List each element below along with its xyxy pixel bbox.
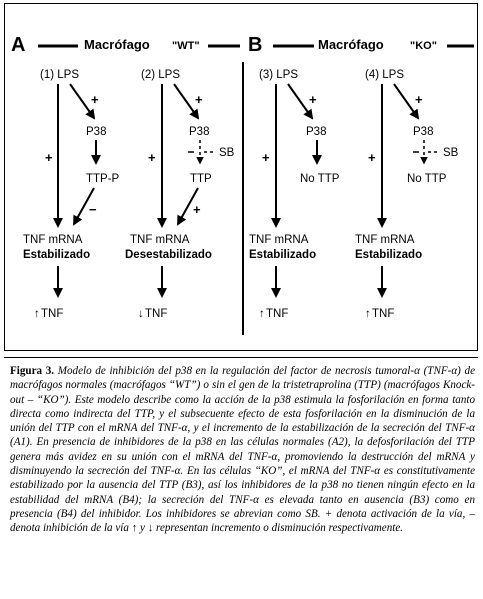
mrna-state: Estabilizado xyxy=(249,249,317,261)
panel-a-qualifier: "WT" xyxy=(172,40,200,52)
panel-b-header xyxy=(248,34,474,56)
direct-sign: + xyxy=(368,150,376,165)
panel-a-letter: A xyxy=(11,34,26,56)
ttp-node: No TTP xyxy=(300,173,340,185)
pathway-4 xyxy=(355,69,459,320)
inhibitor-label: SB xyxy=(219,147,235,159)
direct-sign: + xyxy=(148,150,156,165)
p38-node: P38 xyxy=(86,126,107,138)
panel-b-letter: B xyxy=(248,34,263,56)
panel-b-title: Macrófago xyxy=(318,37,384,52)
p38-node: P38 xyxy=(413,126,434,138)
pathway-1 xyxy=(23,69,120,320)
tnf-down-arrow: ↓ xyxy=(138,308,144,320)
caption-label: Figura 3. xyxy=(10,365,55,377)
tnf-output: TNF xyxy=(372,308,395,320)
mrna-node: TNF mRNA xyxy=(130,234,190,246)
tnf-output: TNF xyxy=(145,308,168,320)
panel-b-qualifier: "KO" xyxy=(410,40,437,52)
activation-sign: + xyxy=(91,92,99,107)
ttp-node: TTP xyxy=(190,173,212,185)
activation-sign: + xyxy=(195,92,203,107)
p38-node: P38 xyxy=(189,126,210,138)
lps-node: (3) LPS xyxy=(259,69,298,81)
activation-sign: + xyxy=(415,92,423,107)
panel-a-header xyxy=(11,34,240,56)
lps-node: (4) LPS xyxy=(365,69,404,81)
mrna-state: Estabilizado xyxy=(23,249,91,261)
caption-rule xyxy=(4,357,478,358)
inhibitor-label: SB xyxy=(443,147,459,159)
tnf-up-arrow: ↑ xyxy=(259,308,265,320)
p38-node: P38 xyxy=(306,126,327,138)
pathway-2 xyxy=(125,69,235,320)
tnf-output: TNF xyxy=(41,308,64,320)
mrna-state: Desestabilizado xyxy=(125,249,212,261)
tnf-up-arrow: ↑ xyxy=(34,308,40,320)
mid-sign: + xyxy=(193,202,201,217)
mrna-state: Estabilizado xyxy=(355,249,423,261)
direct-sign: + xyxy=(45,150,53,165)
inhibition-sign: − xyxy=(89,202,97,217)
mrna-node: TNF mRNA xyxy=(249,234,309,246)
activation-sign: + xyxy=(309,92,317,107)
figure-caption xyxy=(10,364,475,536)
tnf-up-arrow: ↑ xyxy=(365,308,371,320)
ttp-node: No TTP xyxy=(407,173,447,185)
lps-node: (1) LPS xyxy=(40,69,79,81)
mrna-node: TNF mRNA xyxy=(355,234,415,246)
mrna-node: TNF mRNA xyxy=(23,234,83,246)
tnf-output: TNF xyxy=(266,308,289,320)
caption-text: Modelo de inhibición del p38 en la regulación del factor de necrosis tumoral-α (TNF-α) de macrófagos normales (macrófagos “WT”) o sin el gen de la tristetraprolina (TTP) (macrófagos Knock-out – “KO”). Este modelo describe como la acción de la p38 estimula la fosforilación en forma tanto directa como indirecta del TTP, y el subsecuente efecto de esta fosforilación en la disminución de la unión del TTP con el mRNA del TNF-α, y el incremento de la estabilización de la secreción del TNF-α (A1). En presencia de inhibidores de la p38 en las células normales (A2), la defosforilación del TTP genera más avidez en su unión con el mRNA del TNF-α, promoviendo la destrucción del mRNA y disminuyendo la secreción del TNF-α. En las células “KO”, el mRNA del TNF-α es constitutivamente estabilizado por la ausencia del TTP (B3), así los inhibidores de la p38 no tienen ningún efecto en la estabilidad del mRNA (B4); la secreción del TNF-α es elevada tanto en ausencia (B3) como en presencia (B4) del inhibidor. Los inhibidores se abrevian como SB. + denota activación de la vía, – denota inhibición de la vía ↑ y ↓ representan incremento o disminución respectivamente. xyxy=(10,365,475,535)
lps-node: (2) LPS xyxy=(141,69,180,81)
pathway-3 xyxy=(249,69,340,320)
panel-a-title: Macrófago xyxy=(84,37,150,52)
ttp-node: TTP-P xyxy=(86,173,120,185)
direct-sign: + xyxy=(262,150,270,165)
